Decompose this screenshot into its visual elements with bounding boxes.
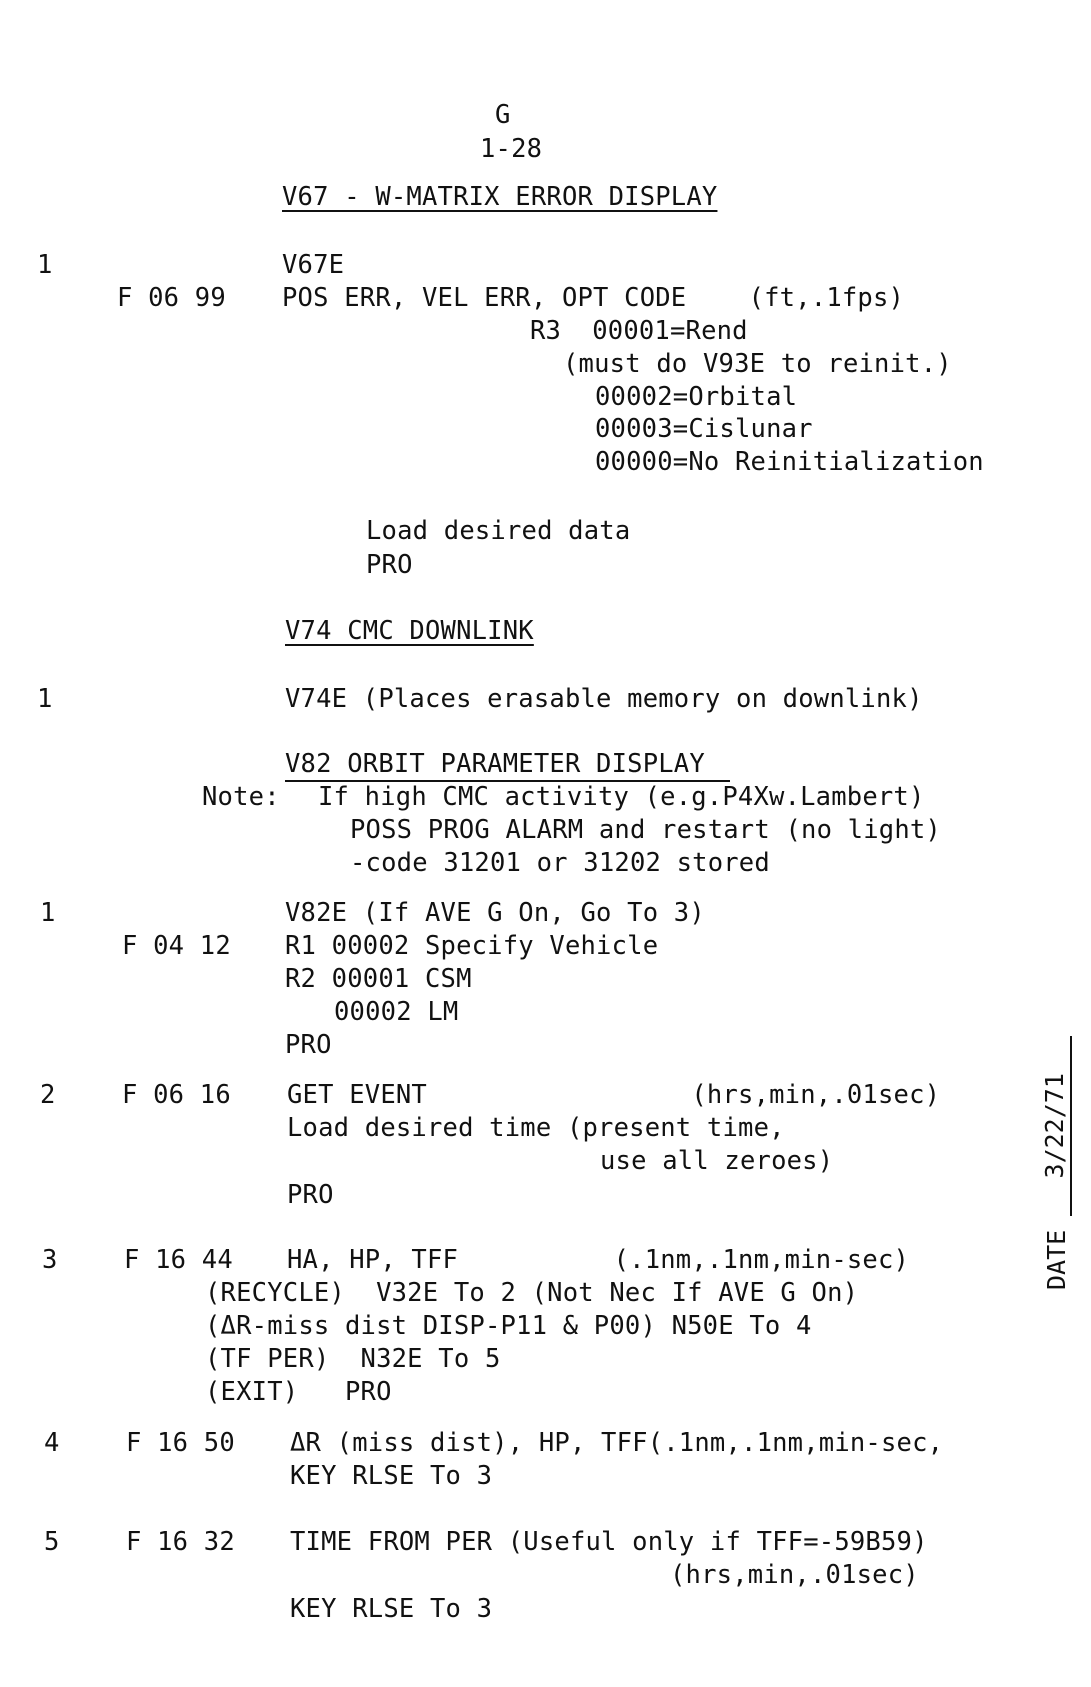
- v82-step3-line5: (EXIT) PRO: [205, 1377, 392, 1407]
- v82-step5-number: 5: [44, 1527, 60, 1557]
- v82-step3-number: 3: [42, 1245, 58, 1275]
- v74-step-number: 1: [37, 684, 53, 714]
- v67-pro: PRO: [366, 550, 413, 580]
- v67-step-number: 1: [37, 250, 53, 280]
- v67-r3: R3 00001=Rend: [530, 316, 748, 346]
- date-value: 3/22/71: [1040, 1036, 1072, 1216]
- v82-step5-line3: KEY RLSE To 3: [290, 1594, 493, 1624]
- v82-note-line-2: POSS PROG ALARM and restart (no light): [350, 815, 941, 845]
- v82-step5-line2: (hrs,min,.01sec): [670, 1560, 919, 1590]
- v67-code-cislunar: 00003=Cislunar: [595, 414, 813, 444]
- v82-step3-flash: F 16 44: [124, 1245, 233, 1275]
- v82-step5-flash: F 16 32: [126, 1527, 235, 1557]
- v82-step4-line2: KEY RLSE To 3: [290, 1461, 493, 1491]
- v67-code-none: 00000=No Reinitialization: [595, 447, 984, 477]
- v74-title: V74 CMC DOWNLINK: [285, 616, 534, 646]
- v82-step5-line1: TIME FROM PER (Useful only if TFF=-59B59): [290, 1527, 928, 1557]
- v82-step2-line1: GET EVENT (hrs,min,.01sec): [287, 1080, 941, 1110]
- v82-step4-line1: ΔR (miss dist), HP, TFF(.1nm,.1nm,min-sec,: [290, 1428, 944, 1458]
- v82-note-line-3: -code 31201 or 31202 stored: [350, 848, 770, 878]
- v82-step4-number: 4: [44, 1428, 60, 1458]
- section-letter: G: [495, 100, 511, 130]
- v82-step2-line2: Load desired time (present time,: [287, 1113, 785, 1143]
- v82-step4-flash: F 16 50: [126, 1428, 235, 1458]
- v67-code-orbital: 00002=Orbital: [595, 382, 798, 412]
- v82-step3-line3: (ΔR-miss dist DISP-P11 & P00) N50E To 4: [205, 1311, 812, 1341]
- v82-step1-line3: 00002 LM: [334, 997, 459, 1027]
- v67-title: V67 - W-MATRIX ERROR DISPLAY: [282, 182, 718, 212]
- page-number: 1-28: [480, 134, 543, 164]
- v67-display: POS ERR, VEL ERR, OPT CODE (ft,.1fps): [282, 283, 905, 313]
- v82-step1-number: 1: [40, 898, 56, 928]
- v67-entry: V67E: [282, 250, 345, 280]
- v82-step2-line4: PRO: [287, 1180, 334, 1210]
- v74-entry: V74E (Places erasable memory on downlink): [285, 684, 923, 714]
- v82-step3-line2: (RECYCLE) V32E To 2 (Not Nec If AVE G On): [205, 1278, 859, 1308]
- date-label: DATE: [1042, 1229, 1071, 1290]
- v82-step3-line4: (TF PER) N32E To 5: [205, 1344, 501, 1374]
- v82-step1-entry: V82E (If AVE G On, Go To 3): [285, 898, 705, 928]
- v82-step2-number: 2: [40, 1080, 56, 1110]
- v82-step2-flash: F 06 16: [122, 1080, 231, 1110]
- v67-flash: F 06 99: [117, 283, 226, 313]
- v82-title: V82 ORBIT PARAMETER DISPLAY: [285, 749, 705, 779]
- v82-step1-flash: F 04 12: [122, 931, 231, 961]
- v82-step2-line3: use all zeroes): [600, 1146, 834, 1176]
- v82-note-line-1: If high CMC activity (e.g.P4Xw.Lambert): [318, 782, 925, 812]
- v82-note-label: Note:: [202, 782, 280, 812]
- v82-step3-line1: HA, HP, TFF (.1nm,.1nm,min-sec): [287, 1245, 910, 1275]
- v82-step1-line1: R1 00002 Specify Vehicle: [285, 931, 659, 961]
- v82-step1-line4: PRO: [285, 1030, 332, 1060]
- v67-r3-note: (must do V93E to reinit.): [563, 349, 952, 379]
- v67-load: Load desired data: [366, 516, 631, 546]
- v82-step1-line2: R2 00001 CSM: [285, 964, 472, 994]
